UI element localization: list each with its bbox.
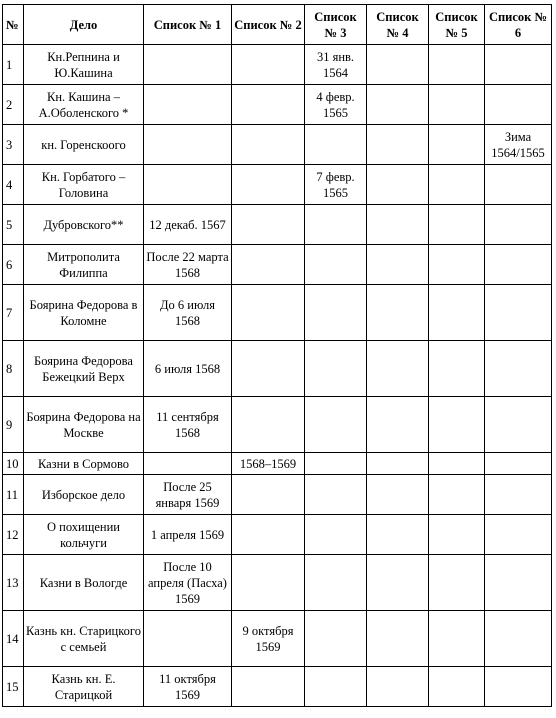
row-list-5 <box>429 45 485 85</box>
row-list-5 <box>429 611 485 667</box>
row-num: 15 <box>3 667 24 707</box>
table-row <box>3 165 552 205</box>
row-num: 3 <box>3 125 24 165</box>
table-row <box>3 397 552 453</box>
row-list-6 <box>485 475 552 515</box>
row-list-5 <box>429 555 485 611</box>
row-list-3 <box>305 285 367 341</box>
row-list-3: 4 февр. 1565 <box>305 85 367 125</box>
row-list-1: До 6 июля 1568 <box>144 285 232 341</box>
row-list-2 <box>232 667 305 707</box>
row-list-5 <box>429 165 485 205</box>
header-list-2: Список № 2 <box>232 5 305 45</box>
row-list-4 <box>367 397 429 453</box>
row-num: 4 <box>3 165 24 205</box>
row-num: 13 <box>3 555 24 611</box>
row-list-1: После 25 января 1569 <box>144 475 232 515</box>
row-num: 14 <box>3 611 24 667</box>
row-list-4 <box>367 453 429 475</box>
row-list-3 <box>305 611 367 667</box>
row-num: 2 <box>3 85 24 125</box>
row-list-6 <box>485 165 552 205</box>
row-list-3 <box>305 515 367 555</box>
header-list-1: Список № 1 <box>144 5 232 45</box>
row-list-5 <box>429 245 485 285</box>
header-list-6: Список № 6 <box>485 5 552 45</box>
row-list-4 <box>367 555 429 611</box>
row-list-6: Зима 1564/1565 <box>485 125 552 165</box>
row-list-3 <box>305 397 367 453</box>
row-list-6 <box>485 45 552 85</box>
cases-table <box>2 4 552 707</box>
row-num: 11 <box>3 475 24 515</box>
row-case: Казни в Вологде <box>24 555 144 611</box>
row-list-1 <box>144 85 232 125</box>
row-list-6 <box>485 555 552 611</box>
row-case: О похищении кольчуги <box>24 515 144 555</box>
row-list-2 <box>232 165 305 205</box>
row-list-3 <box>305 555 367 611</box>
row-list-5 <box>429 85 485 125</box>
row-list-6 <box>485 85 552 125</box>
row-list-6 <box>485 397 552 453</box>
table-row <box>3 125 552 165</box>
row-list-3 <box>305 453 367 475</box>
row-list-3 <box>305 667 367 707</box>
row-case: Дубровского** <box>24 205 144 245</box>
header-list-3: Список № 3 <box>305 5 367 45</box>
row-list-2 <box>232 397 305 453</box>
row-list-6 <box>485 341 552 397</box>
row-list-1: После 10 апреля (Пасха) 1569 <box>144 555 232 611</box>
row-case: Митрополита Филиппа <box>24 245 144 285</box>
row-list-6 <box>485 453 552 475</box>
row-list-5 <box>429 515 485 555</box>
row-list-4 <box>367 515 429 555</box>
table-row <box>3 85 552 125</box>
row-list-6 <box>485 205 552 245</box>
row-list-1 <box>144 611 232 667</box>
row-list-1: После 22 марта 1568 <box>144 245 232 285</box>
row-case: Боярина Федорова Бежецкий Верх <box>24 341 144 397</box>
row-list-3 <box>305 245 367 285</box>
row-list-1 <box>144 45 232 85</box>
row-list-5 <box>429 667 485 707</box>
row-list-5 <box>429 125 485 165</box>
row-list-3 <box>305 205 367 245</box>
row-list-1: 6 июля 1568 <box>144 341 232 397</box>
table-row <box>3 453 552 475</box>
table-row <box>3 515 552 555</box>
row-case: Кн. Кашина – А.Оболенского * <box>24 85 144 125</box>
row-case: Казни в Сормово <box>24 453 144 475</box>
row-list-4 <box>367 125 429 165</box>
row-list-3: 31 янв. 1564 <box>305 45 367 85</box>
row-case: Казнь кн. Е. Старицкой <box>24 667 144 707</box>
row-list-4 <box>367 205 429 245</box>
row-list-1 <box>144 453 232 475</box>
row-list-4 <box>367 85 429 125</box>
row-list-2 <box>232 341 305 397</box>
header-case: Дело <box>24 5 144 45</box>
row-list-2 <box>232 285 305 341</box>
row-list-1: 11 сентября 1568 <box>144 397 232 453</box>
row-list-1: 11 октября 1569 <box>144 667 232 707</box>
row-case: Изборское дело <box>24 475 144 515</box>
row-list-4 <box>367 475 429 515</box>
table-row <box>3 341 552 397</box>
row-list-5 <box>429 341 485 397</box>
row-case: Кн. Горбатого – Головина <box>24 165 144 205</box>
row-list-1 <box>144 125 232 165</box>
row-list-6 <box>485 515 552 555</box>
header-list-5: Список № 5 <box>429 5 485 45</box>
row-list-5 <box>429 453 485 475</box>
row-num: 1 <box>3 45 24 85</box>
row-case: кн. Горенскоого <box>24 125 144 165</box>
row-list-4 <box>367 165 429 205</box>
row-num: 12 <box>3 515 24 555</box>
table-row <box>3 555 552 611</box>
row-list-2 <box>232 85 305 125</box>
row-list-4 <box>367 285 429 341</box>
row-list-4 <box>367 341 429 397</box>
row-case: Боярина Федорова на Москве <box>24 397 144 453</box>
row-list-2: 9 октября 1569 <box>232 611 305 667</box>
table-row <box>3 611 552 667</box>
row-list-2 <box>232 45 305 85</box>
table-row <box>3 45 552 85</box>
row-list-2 <box>232 555 305 611</box>
row-list-4 <box>367 245 429 285</box>
header-list-4: Список № 4 <box>367 5 429 45</box>
table-row <box>3 245 552 285</box>
row-list-6 <box>485 245 552 285</box>
row-num: 8 <box>3 341 24 397</box>
row-list-3 <box>305 475 367 515</box>
row-list-4 <box>367 611 429 667</box>
table-row <box>3 475 552 515</box>
row-list-3: 7 февр. 1565 <box>305 165 367 205</box>
row-list-6 <box>485 285 552 341</box>
row-list-2: 1568–1569 <box>232 453 305 475</box>
row-list-5 <box>429 475 485 515</box>
row-list-1 <box>144 165 232 205</box>
row-num: 6 <box>3 245 24 285</box>
row-list-5 <box>429 397 485 453</box>
header-num: № <box>3 5 24 45</box>
row-list-1: 12 декаб. 1567 <box>144 205 232 245</box>
row-num: 5 <box>3 205 24 245</box>
row-list-4 <box>367 667 429 707</box>
row-list-6 <box>485 611 552 667</box>
row-case: Казнь кн. Старицкого с семьей <box>24 611 144 667</box>
table-row <box>3 285 552 341</box>
row-list-5 <box>429 205 485 245</box>
row-case: Боярина Федорова в Коломне <box>24 285 144 341</box>
row-list-4 <box>367 45 429 85</box>
row-num: 7 <box>3 285 24 341</box>
row-num: 9 <box>3 397 24 453</box>
row-list-2 <box>232 515 305 555</box>
row-case: Кн.Репнина и Ю.Кашина <box>24 45 144 85</box>
row-list-6 <box>485 667 552 707</box>
row-list-2 <box>232 245 305 285</box>
row-list-2 <box>232 475 305 515</box>
row-list-3 <box>305 125 367 165</box>
row-list-5 <box>429 285 485 341</box>
row-list-2 <box>232 205 305 245</box>
row-num: 10 <box>3 453 24 475</box>
header-row <box>3 5 552 45</box>
table-row <box>3 205 552 245</box>
row-list-1: 1 апреля 1569 <box>144 515 232 555</box>
table-row <box>3 667 552 707</box>
row-list-2 <box>232 125 305 165</box>
row-list-3 <box>305 341 367 397</box>
